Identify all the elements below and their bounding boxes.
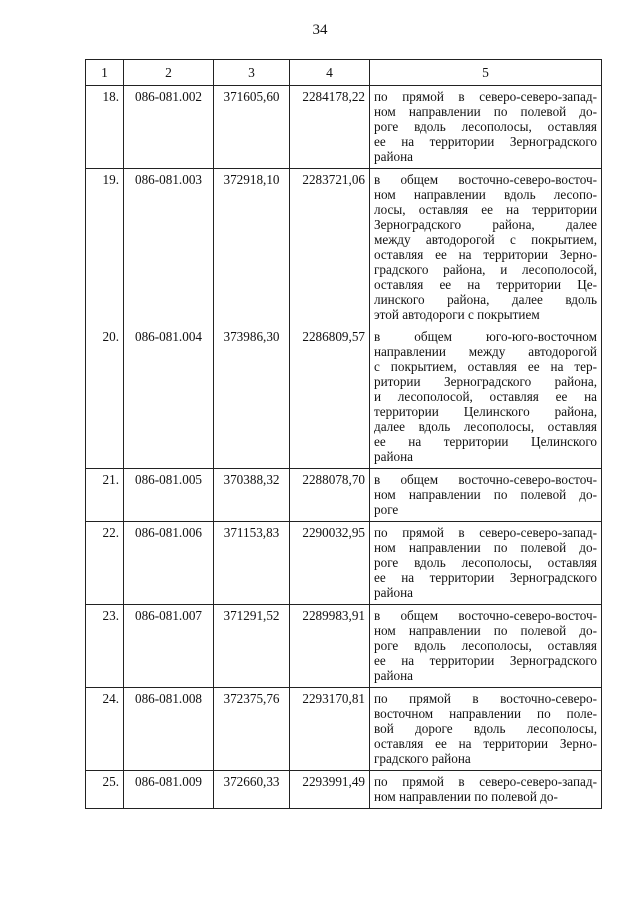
coordinate-y-cell: 2293170,81: [290, 688, 370, 771]
coordinate-x-cell: 372660,33: [214, 771, 290, 809]
header-col-4: 4: [290, 60, 370, 86]
description-line: градского района, и лесополосой,: [374, 262, 597, 277]
description-line: ном направлении по полевой до-: [374, 623, 597, 638]
coordinate-y-cell: 2288078,70: [290, 469, 370, 522]
direction-description-cell: [370, 771, 602, 809]
description-line: ее на территории Зерноградского: [374, 134, 597, 149]
boundary-points-table: [85, 59, 602, 809]
header-col-5: 5: [370, 60, 602, 86]
point-code-cell: 086-081.002: [124, 86, 214, 169]
description-line: с покрытием, оставляя ее на тер-: [374, 359, 597, 374]
description-line: по прямой в восточно-северо-: [374, 691, 597, 706]
point-code-cell: 086-081.004: [124, 326, 214, 469]
point-number-cell: 20.: [86, 326, 124, 469]
point-code-cell: 086-081.006: [124, 522, 214, 605]
header-col-2: 2: [124, 60, 214, 86]
description-line: ее на территории Целинского: [374, 434, 597, 449]
coordinate-y-cell: 2284178,22: [290, 86, 370, 169]
coordinate-x-cell: 370388,32: [214, 469, 290, 522]
description-line: восточном направлении по поле-: [374, 706, 597, 721]
point-code-cell: 086-081.005: [124, 469, 214, 522]
description-line: района: [374, 668, 414, 683]
table-row: [86, 688, 602, 771]
header-row: [86, 60, 602, 86]
coordinate-x-cell: 371605,60: [214, 86, 290, 169]
description-line: ном направлении по полевой до-: [374, 487, 597, 502]
coordinate-x-cell: 372375,76: [214, 688, 290, 771]
point-code-cell: 086-081.003: [124, 169, 214, 327]
direction-description-cell: [370, 86, 602, 169]
table-row: [86, 86, 602, 169]
coordinate-y-cell: 2289983,91: [290, 605, 370, 688]
point-code-cell: 086-081.008: [124, 688, 214, 771]
direction-description-cell: [370, 522, 602, 605]
description-line: линского района, далее вдоль: [374, 292, 597, 307]
coordinate-y-cell: 2290032,95: [290, 522, 370, 605]
description-line: роге вдоль лесополосы, оставляя: [374, 638, 597, 653]
description-line: ее на территории Зерноградского: [374, 653, 597, 668]
description-line: и лесополосой, оставляя ее на: [374, 389, 597, 404]
direction-description-cell: [370, 605, 602, 688]
direction-description-cell: [370, 169, 602, 327]
description-line: в общем восточно-северо-восточ-: [374, 172, 597, 187]
coordinate-x-cell: 371153,83: [214, 522, 290, 605]
description-line: в общем восточно-северо-восточ-: [374, 608, 597, 623]
description-line: роге вдоль лесополосы, оставляя: [374, 119, 597, 134]
point-number-cell: 21.: [86, 469, 124, 522]
direction-description-cell: [370, 688, 602, 771]
point-number-cell: 22.: [86, 522, 124, 605]
description-line: оставляя ее на территории Зерно-: [374, 247, 597, 262]
table-row: [86, 605, 602, 688]
description-line: по прямой в северо-северо-запад-: [374, 774, 597, 789]
description-line: ном направлении по полевой до-: [374, 104, 597, 119]
description-line: оставляя ее на территории Це-: [374, 277, 597, 292]
description-line: в общем юго-юго-восточном: [374, 329, 597, 344]
point-code-cell: 086-081.009: [124, 771, 214, 809]
description-line: района: [374, 585, 414, 600]
description-line: территории Целинского района,: [374, 404, 597, 419]
coordinate-y-cell: 2293991,49: [290, 771, 370, 809]
point-number-cell: 24.: [86, 688, 124, 771]
description-line: по прямой в северо-северо-запад-: [374, 525, 597, 540]
point-number-cell: 23.: [86, 605, 124, 688]
description-line: по прямой в северо-северо-запад-: [374, 89, 597, 104]
direction-description-cell: [370, 469, 602, 522]
description-line: района: [374, 149, 414, 164]
description-line: ном направлении по полевой до-: [374, 540, 597, 555]
description-line: лосы, оставляя ее на территории: [374, 202, 597, 217]
header-col-1: 1: [86, 60, 124, 86]
description-line: между автодорогой с покрытием,: [374, 232, 597, 247]
point-number-cell: 18.: [86, 86, 124, 169]
table-row: [86, 169, 602, 327]
table-row: [86, 771, 602, 809]
description-line: оставляя ее на территории Зерно-: [374, 736, 597, 751]
coordinate-x-cell: 373986,30: [214, 326, 290, 469]
coordinate-y-cell: 2283721,06: [290, 169, 370, 327]
description-line: вой дороге вдоль лесополосы,: [374, 721, 597, 736]
description-line: градского района: [374, 751, 471, 766]
description-line: ритории Зерноградского района,: [374, 374, 597, 389]
description-line: в общем восточно-северо-восточ-: [374, 472, 597, 487]
coordinate-x-cell: 372918,10: [214, 169, 290, 327]
point-number-cell: 19.: [86, 169, 124, 327]
header-col-3: 3: [214, 60, 290, 86]
coordinate-y-cell: 2286809,57: [290, 326, 370, 469]
table-row: [86, 326, 602, 469]
coordinate-x-cell: 371291,52: [214, 605, 290, 688]
table-row: [86, 522, 602, 605]
description-line: ном направлении по полевой до-: [374, 789, 558, 804]
description-line: направлении между автодорогой: [374, 344, 597, 359]
description-line: ее на территории Зерноградского: [374, 570, 597, 585]
description-line: района: [374, 449, 414, 464]
direction-description-cell: [370, 326, 602, 469]
point-code-cell: 086-081.007: [124, 605, 214, 688]
page-number: 34: [312, 22, 328, 38]
description-line: этой автодороги с покрытием: [374, 307, 540, 322]
table-header: [86, 60, 602, 86]
description-line: роге вдоль лесополосы, оставляя: [374, 555, 597, 570]
description-line: роге: [374, 502, 399, 517]
table-row: [86, 469, 602, 522]
description-line: ном направлении вдоль лесопо-: [374, 187, 597, 202]
table-body: [86, 86, 602, 809]
point-number-cell: 25.: [86, 771, 124, 809]
description-line: далее вдоль лесополосы, оставляя: [374, 419, 597, 434]
description-line: Зерноградского района, далее: [374, 217, 597, 232]
